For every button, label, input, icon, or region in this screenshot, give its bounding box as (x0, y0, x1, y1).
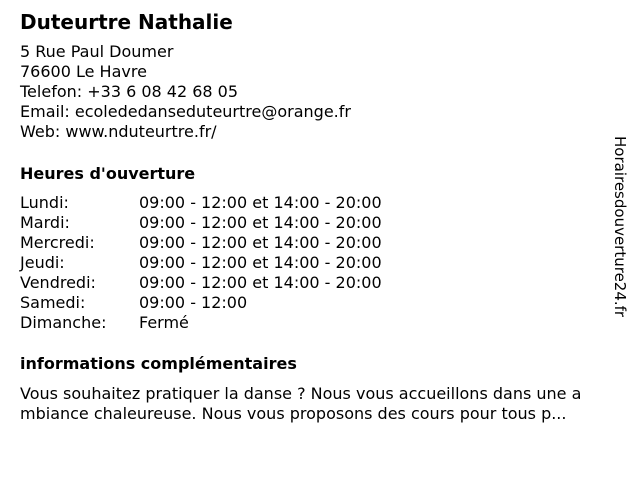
hours-value: 09:00 - 12:00 et 14:00 - 20:00 (139, 253, 382, 272)
day-label: Samedi: (20, 293, 86, 312)
hours-row (20, 213, 382, 233)
opening-hours-heading: Heures d'ouverture (20, 164, 196, 183)
site-watermark: Horairesdouverture24.fr (611, 136, 629, 318)
hours-row (20, 273, 382, 293)
additional-info-heading: informations complémentaires (20, 354, 297, 373)
website-link[interactable]: Web: www.nduteurtre.fr/ (20, 122, 217, 141)
hours-value: Fermé (139, 313, 189, 332)
hours-row (20, 293, 382, 313)
address-line-1: 5 Rue Paul Doumer (20, 42, 174, 61)
info-line-2: mbiance chaleureuse. Nous vous proposons des cours pour tous p... (20, 404, 567, 423)
hours-value: 09:00 - 12:00 et 14:00 - 20:00 (139, 233, 382, 252)
hours-row (20, 193, 382, 213)
day-label: Jeudi: (20, 253, 65, 272)
opening-hours-list (20, 193, 382, 333)
hours-value: 09:00 - 12:00 et 14:00 - 20:00 (139, 193, 382, 212)
hours-row (20, 313, 382, 333)
hours-value: 09:00 - 12:00 (139, 293, 248, 312)
info-line-1: Vous souhaitez pratiquer la danse ? Nous vous accueillons dans une a (20, 384, 582, 403)
day-label: Dimanche: (20, 313, 107, 332)
day-label: Mercredi: (20, 233, 95, 252)
day-label: Vendredi: (20, 273, 96, 292)
hours-value: 09:00 - 12:00 et 14:00 - 20:00 (139, 213, 382, 232)
hours-row (20, 233, 382, 253)
phone-number[interactable]: Telefon: +33 6 08 42 68 05 (20, 82, 239, 101)
day-label: Lundi: (20, 193, 69, 212)
day-label: Mardi: (20, 213, 70, 232)
email-address[interactable]: Email: ecolededanseduteurtre@orange.fr (20, 102, 351, 121)
hours-value: 09:00 - 12:00 et 14:00 - 20:00 (139, 273, 382, 292)
business-name: Duteurtre Nathalie (20, 10, 233, 34)
hours-row (20, 253, 382, 273)
additional-info-text (20, 384, 626, 424)
contact-block (20, 42, 351, 142)
address-line-2: 76600 Le Havre (20, 62, 147, 81)
